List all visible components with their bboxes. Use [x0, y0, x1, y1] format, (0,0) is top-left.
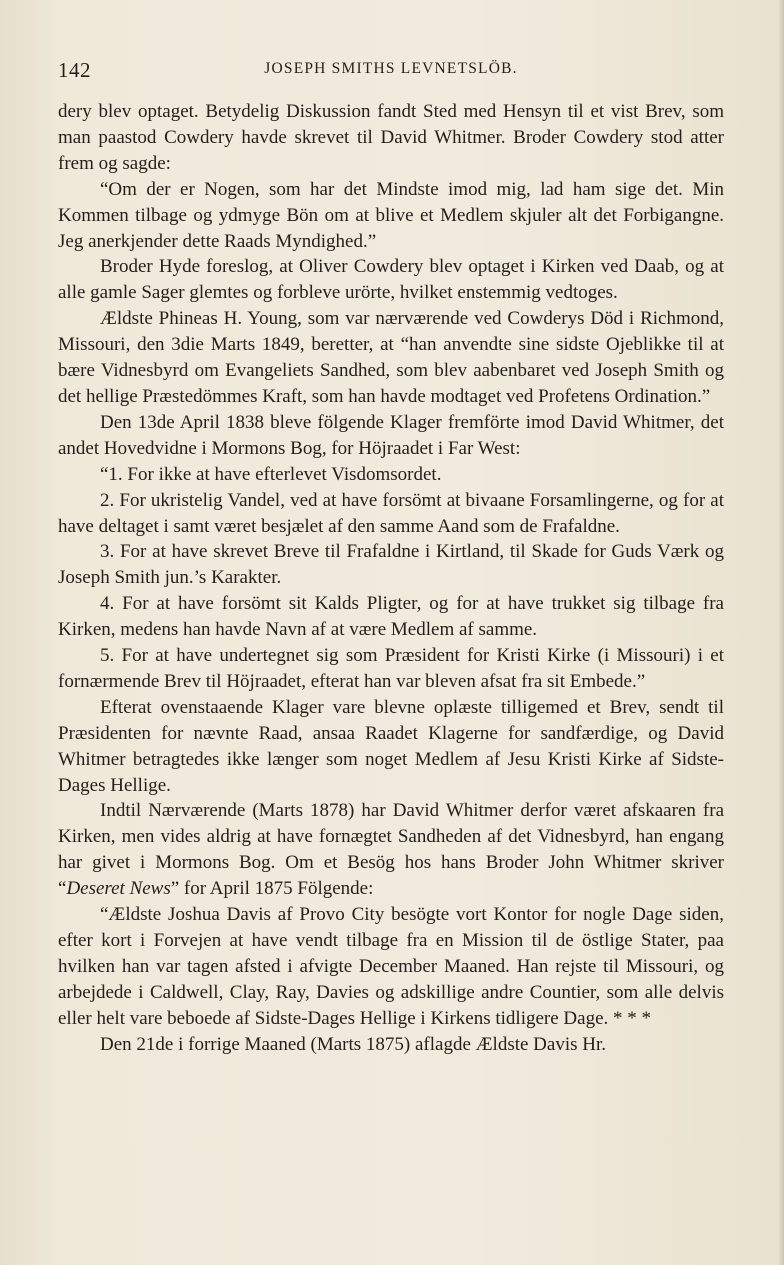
paragraph: “Om der er Nogen, som har det Mindste imod mig, lad ham sige det. Min Kommen tilbage og ydmyge Bön om at blive et Medlem skjuler alt det Forbigangne. Jeg anerkjender dette Raads Myndighed.” — [58, 178, 724, 252]
paragraph: dery blev optaget. Betydelig Diskussion fandt Sted med Hensyn til et vist Brev, som man paastod Cowdery havde skrevet til David Whitmer. Broder Cowdery stod atter frem og sagde: — [58, 101, 724, 174]
paragraph: 4. For at have forsömt sit Kalds Pligter, og for at have trukket sig tilbage fra Kirken, medens han havde Navn af at være Medlem af samme. — [58, 593, 724, 641]
paragraph-with-citation — [58, 798, 724, 902]
page-edge-shadow — [778, 0, 784, 1265]
page-header — [58, 58, 724, 86]
paragraph: Ældste Phineas H. Young, som var nærværende ved Cowderys Död i Richmond, Missouri, den 3die Marts 1849, beretter, at “han anvendte sine sidste Ojeblikke til at bære Vidnesbyrd om Evangeliets Sandhed, som blev aabenbaret ved Joseph Smith og det hellige Præstedömmes Kraft, som han havde modtaget ved Profetens Ordination.” — [58, 308, 724, 407]
paragraph-text-end: ” for April 1875 Fölgende: — [170, 878, 374, 900]
running-title: JOSEPH SMITHS LEVNETSLÖB. — [264, 60, 518, 77]
newspaper-title: Deseret News — [66, 878, 171, 900]
paragraph: 3. For at have skrevet Breve til Frafaldne i Kirtland, til Skade for Guds Værk og Joseph Smith jun.’s Karakter. — [58, 541, 724, 589]
body-text — [58, 99, 724, 1058]
paragraph: 2. For ukristelig Vandel, ved at have forsömt at bivaane Forsamlingerne, og for at have deltaget i samt været besjælet af den samme Aand som de Frafaldne. — [58, 489, 724, 537]
paragraph: Den 21de i forrige Maaned (Marts 1875) aflagde Ældste Davis Hr. — [100, 1033, 606, 1055]
paragraph: Efterat ovenstaaende Klager vare blevne oplæste tilligemed et Brev, sendt til Præsidenten for nævnte Raad, ansaa Raadet Klagerne for sandfærdige, og David Whitmer betragtedes ikke længer som noget Medlem af Jesu Kristi Kirke af Sidste-Dages Hellige. — [58, 696, 724, 796]
paragraph: Den 13de April 1838 bleve fölgende Klager fremförte imod David Whitmer, det andet Hovedvidne i Mormons Bog, for Höjraadet i Far West: — [58, 411, 724, 459]
paragraph-text: Indtil Nærværende (Marts 1878) har David Whitmer derfor været afskaaren fra Kirken, men vides aldrig at have fornægtet Sandheden af det Vidnesbyrd, han engang har givet i Mormons Bog. Om et Besög hos hans Broder John Whitmer skriver “ — [58, 800, 724, 900]
page-number: 142 — [58, 58, 91, 82]
paragraph: “1. For ikke at have efterlevet Visdomsordet. — [100, 463, 442, 485]
paragraph: “Ældste Joshua Davis af Provo City besögte vort Kontor for nogle Dage siden, efter kort i Forvejen at have vendt tilbage fra en Mission til de östlige Stater, paa hvilken han var tagen afsted i afvigte December Maaned. Han rejste til Missouri, og arbejdede i Caldwell, Clay, Ray, Davies og adskillige andre Countier, som alle delvis eller helt vare beboede af Sidste-Dages Hellige i Kirkens tidligere Dage. * * * — [58, 904, 724, 1029]
paragraph: 5. For at have undertegnet sig som Præsident for Kristi Kirke (i Missouri) i et fornærmende Brev til Höjraadet, efterat han var bleven afsat fra sit Embede.” — [58, 645, 724, 692]
paragraph: Broder Hyde foreslog, at Oliver Cowdery blev optaget i Kirken ved Daab, og at alle gamle Sager glemtes og forbleve urörte, hvilket enstemmig vedtoges. — [58, 256, 724, 304]
